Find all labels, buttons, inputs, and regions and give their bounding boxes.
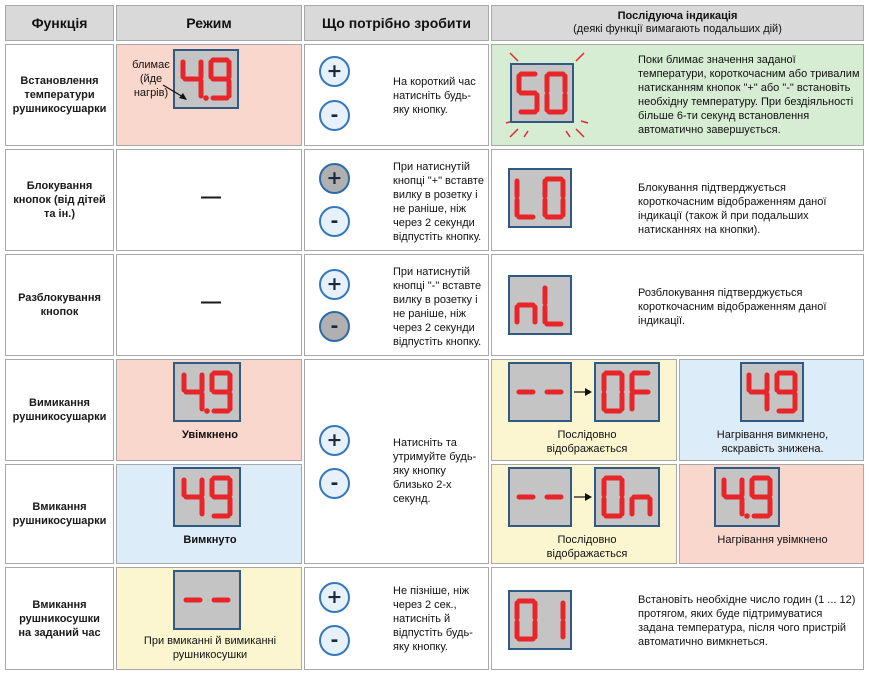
row6-action xyxy=(304,567,489,670)
row5-result-caption: Нагрівання увімкнено xyxy=(717,534,828,546)
header-function xyxy=(5,5,114,41)
plus-button[interactable] xyxy=(319,269,350,300)
row6-function xyxy=(5,567,114,670)
header-mode-label: Режим xyxy=(186,15,232,31)
row6-mode xyxy=(116,567,302,670)
header-indication-note: (деякі функції вимагають подальших дій) xyxy=(573,23,782,35)
minus-button[interactable] xyxy=(319,206,350,237)
row1-mode-label: блимає (йде нагрів) xyxy=(132,59,170,99)
header-mode xyxy=(116,5,302,41)
minus-button-pressed[interactable] xyxy=(319,311,350,342)
row6-function-label: Вмикання рушникосушки на заданий час xyxy=(18,598,101,639)
row6-action-text: Не пізніше, ніж через 2 сек., натисніть й відпустіть будь-яку кнопку. xyxy=(393,585,473,653)
plus-sign-icon: + xyxy=(326,429,343,451)
row3-mode-dash: — xyxy=(201,291,221,313)
row2-action xyxy=(304,149,489,251)
row5-seq-to-display xyxy=(594,467,660,527)
minus-button[interactable] xyxy=(319,468,350,499)
row5-function xyxy=(5,464,114,564)
row5-mode xyxy=(116,464,302,564)
row4-mode-caption: Увімкнено xyxy=(181,429,238,441)
row4-sequence xyxy=(491,359,677,461)
row45-action-text: Натисніть та утримуйте будь-яку кнопку близько 2-х секунд. xyxy=(393,437,477,505)
row6-mode-caption: При вмиканні й вимиканні рушникосушки xyxy=(143,635,277,661)
row2-function xyxy=(5,149,114,251)
row5-mode-display xyxy=(173,467,241,527)
row1-function xyxy=(5,44,114,146)
row2-mode xyxy=(116,149,302,251)
row6-ind-display xyxy=(508,590,572,650)
row5-result-display xyxy=(714,467,780,527)
header-action xyxy=(304,5,489,41)
row5-mode-caption: Вимкнуто xyxy=(183,534,237,546)
seven-segment-digits xyxy=(175,364,239,420)
row3-function xyxy=(5,254,114,356)
seven-segment-digits xyxy=(596,364,658,420)
seven-segment-digits xyxy=(716,469,778,525)
row45-action xyxy=(304,359,489,564)
seven-segment-digits xyxy=(510,469,570,525)
seven-segment-digits xyxy=(510,592,570,648)
minus-sign-icon: - xyxy=(330,315,339,337)
row5-seq-caption: Послідовно відображається xyxy=(546,534,628,560)
row1-ind-display xyxy=(510,63,574,123)
header-indication-title: Послідуюча індикація xyxy=(617,10,738,22)
minus-sign-icon: - xyxy=(330,104,339,126)
plus-sign-icon: + xyxy=(326,60,343,82)
row1-indication xyxy=(491,44,864,146)
plus-sign-icon: + xyxy=(326,586,343,608)
row3-ind-display xyxy=(508,275,572,335)
seven-segment-digits xyxy=(175,572,239,628)
plus-sign-icon: + xyxy=(326,273,343,295)
row5-sequence xyxy=(491,464,677,564)
row4-function xyxy=(5,359,114,461)
plus-button[interactable] xyxy=(319,582,350,613)
seven-segment-digits xyxy=(175,469,239,525)
seven-segment-digits xyxy=(510,277,570,333)
header-indication xyxy=(491,5,864,41)
row3-mode xyxy=(116,254,302,356)
row2-indication xyxy=(491,149,864,251)
row6-mode-display xyxy=(173,570,241,630)
seven-segment-digits xyxy=(742,364,802,420)
arrow-right-icon xyxy=(574,387,592,397)
row4-function-label: Вимикання рушникосушарки xyxy=(12,397,107,423)
row4-mode-display xyxy=(173,362,241,422)
row4-result-caption: Нагрівання вимкнено, яскравість знижена. xyxy=(716,429,829,455)
decimal-point xyxy=(744,513,750,519)
plus-button[interactable] xyxy=(319,425,350,456)
decimal-point xyxy=(204,408,210,414)
row6-indication xyxy=(491,567,864,670)
seven-segment-digits xyxy=(510,170,570,226)
row4-result xyxy=(679,359,864,461)
plus-button[interactable] xyxy=(319,56,350,87)
arrow-right-icon xyxy=(574,492,592,502)
row4-seq-to-display xyxy=(594,362,660,422)
row1-function-label: Встановлення температури рушникосушарки xyxy=(12,75,107,115)
row5-result xyxy=(679,464,864,564)
seven-segment-digits xyxy=(510,364,570,420)
row4-seq-caption: Послідовно відображається xyxy=(546,429,628,455)
plus-sign-icon: + xyxy=(326,167,343,189)
row2-function-label: Блокування кнопок (від дітей та ін.) xyxy=(13,180,106,220)
row3-action-text: При натиснутій кнопці "-" вставте вилку в розетку і не раніше, ніж через 2 секунди відпустіть кнопку. xyxy=(393,266,482,348)
row6-ind-text: Встановіть необхідне число годин (1 ... 12) протягом, яких буде підтримуватися задана температура, після чого пристрій автоматично вимкнеться. xyxy=(638,594,856,648)
row4-result-display xyxy=(740,362,804,422)
row2-ind-display xyxy=(508,168,572,228)
pointer-arrow-icon xyxy=(161,83,191,103)
seven-segment-digits xyxy=(596,469,658,525)
decimal-point xyxy=(203,95,209,101)
row4-mode xyxy=(116,359,302,461)
row2-mode-dash: — xyxy=(201,186,221,208)
row3-action xyxy=(304,254,489,356)
minus-button[interactable] xyxy=(319,100,350,131)
header-function-label: Функція xyxy=(31,15,88,31)
row1-mode xyxy=(116,44,302,146)
plus-button-pressed[interactable] xyxy=(319,163,350,194)
minus-button[interactable] xyxy=(319,625,350,656)
row5-function-label: Вмикання рушникосушарки xyxy=(12,501,107,527)
header-action-label: Що потрібно зробити xyxy=(322,15,471,31)
seven-segment-digits xyxy=(512,65,572,121)
row2-ind-text: Блокування підтверджується короткочасним відображенням даної індикації (також й при подальших натисканнях на кнопки). xyxy=(638,182,827,236)
row3-ind-text: Розблокування підтверджується короткочасним відображенням даної індикації. xyxy=(638,287,827,327)
minus-sign-icon: - xyxy=(330,210,339,232)
row1-action-text: На короткий час натисніть будь-яку кнопку. xyxy=(393,76,476,116)
row3-indication xyxy=(491,254,864,356)
row2-action-text: При натиснутій кнопці "+" вставте вилку в розетку і не раніше, ніж через 2 секунди відпустіть кнопку. xyxy=(393,161,484,243)
row1-action xyxy=(304,44,489,146)
row5-seq-from-display xyxy=(508,467,572,527)
minus-sign-icon: - xyxy=(330,472,339,494)
row4-seq-from-display xyxy=(508,362,572,422)
minus-sign-icon: - xyxy=(330,629,339,651)
row3-function-label: Разблокування кнопок xyxy=(18,292,101,318)
row1-ind-text: Поки блимає значення заданої температури, короткочасним або тривалим натисканням кнопок "+" або "-" встановіть необхідну температуру. При бездіяльності більше 6-ти секунд встановлення автоматично завершується. xyxy=(638,54,860,136)
